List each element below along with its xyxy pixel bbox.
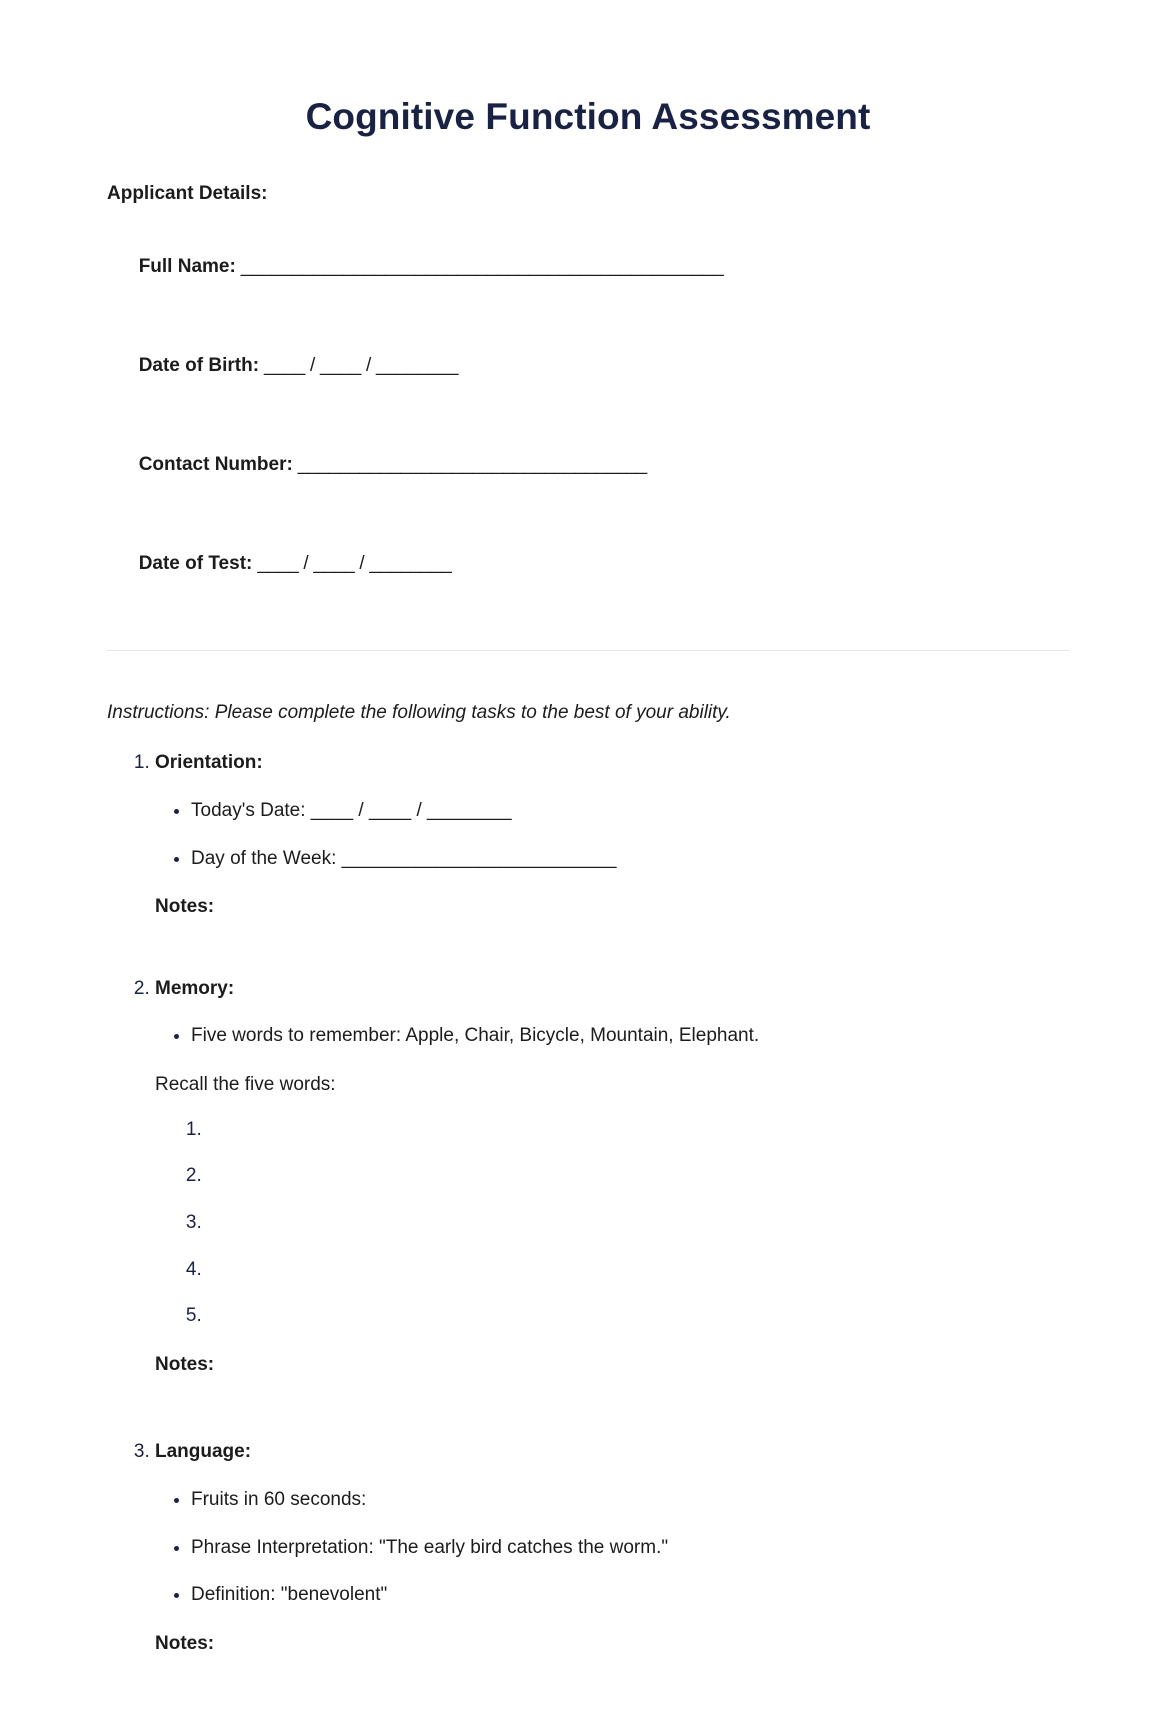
applicant-details-heading: Applicant Details: xyxy=(107,182,268,204)
field-date-of-test-label: Date of Test: xyxy=(138,552,253,574)
field-contact-number xyxy=(107,404,1069,503)
field-contact-number-label: Contact Number: xyxy=(138,453,293,475)
notes-label-orientation: Notes: xyxy=(155,896,215,918)
field-date-of-birth-blank[interactable]: ____ / ____ / ________ xyxy=(259,354,459,376)
list-item xyxy=(191,1582,1069,1609)
task-title-orientation: Orientation: xyxy=(155,752,263,774)
field-contact-number-blank[interactable]: __________________________________ xyxy=(292,453,647,475)
memory-five-words: Five words to remember: Apple, Chair, Bicycle, Mountain, Elephant. xyxy=(191,1025,760,1047)
instructions-text: Instructions: Please complete the following tasks to the best of your ability. xyxy=(107,701,731,723)
notes-area-orientation[interactable] xyxy=(155,920,1069,976)
task-item-language xyxy=(155,1439,1069,1712)
orientation-day-of-week[interactable]: Day of the Week: __________________________ xyxy=(191,847,617,869)
orientation-todays-date[interactable]: Today's Date: ____ / ____ / ________ xyxy=(191,800,512,822)
notes-label-language: Notes: xyxy=(155,1632,215,1654)
memory-recall-label: Recall the five words: xyxy=(155,1074,336,1096)
field-date-of-birth xyxy=(107,305,1069,404)
memory-recall-list xyxy=(155,1098,1069,1330)
language-fruits-prompt[interactable]: Fruits in 60 seconds: xyxy=(191,1488,367,1510)
field-date-of-birth-label: Date of Birth: xyxy=(138,354,260,376)
task-item-memory xyxy=(155,976,1069,1439)
language-definition[interactable]: Definition: "benevolent" xyxy=(191,1584,388,1606)
list-item[interactable] xyxy=(207,1117,1069,1164)
notes-area-language[interactable] xyxy=(155,1656,1069,1712)
notes-label-memory: Notes: xyxy=(155,1353,215,1375)
memory-bullet-list xyxy=(155,1002,1069,1050)
document-content xyxy=(0,139,1176,1712)
list-item[interactable] xyxy=(207,1210,1069,1257)
task-title-memory: Memory: xyxy=(155,977,235,999)
list-item[interactable] xyxy=(207,1303,1069,1330)
list-item xyxy=(191,1023,1069,1050)
list-item xyxy=(191,846,1069,873)
notes-area-memory[interactable] xyxy=(155,1377,1069,1439)
language-bullet-list xyxy=(155,1466,1069,1609)
field-date-of-test-blank[interactable]: ____ / ____ / ________ xyxy=(252,552,452,574)
list-item xyxy=(191,1487,1069,1535)
field-date-of-test xyxy=(107,503,1069,602)
list-item xyxy=(191,1535,1069,1583)
list-item[interactable] xyxy=(207,1163,1069,1210)
page-title: Cognitive Function Assessment xyxy=(305,96,871,137)
list-item xyxy=(191,798,1069,846)
task-list xyxy=(107,726,1069,1712)
field-full-name xyxy=(107,206,1069,305)
field-full-name-blank[interactable]: _______________________________________________ xyxy=(235,255,724,277)
task-title-language: Language: xyxy=(155,1441,252,1463)
list-item[interactable] xyxy=(207,1257,1069,1304)
task-item-orientation xyxy=(155,750,1069,975)
field-full-name-label: Full Name: xyxy=(138,255,236,277)
language-phrase-interpretation[interactable]: Phrase Interpretation: "The early bird catches the worm." xyxy=(191,1536,669,1558)
orientation-bullet-list xyxy=(155,777,1069,872)
